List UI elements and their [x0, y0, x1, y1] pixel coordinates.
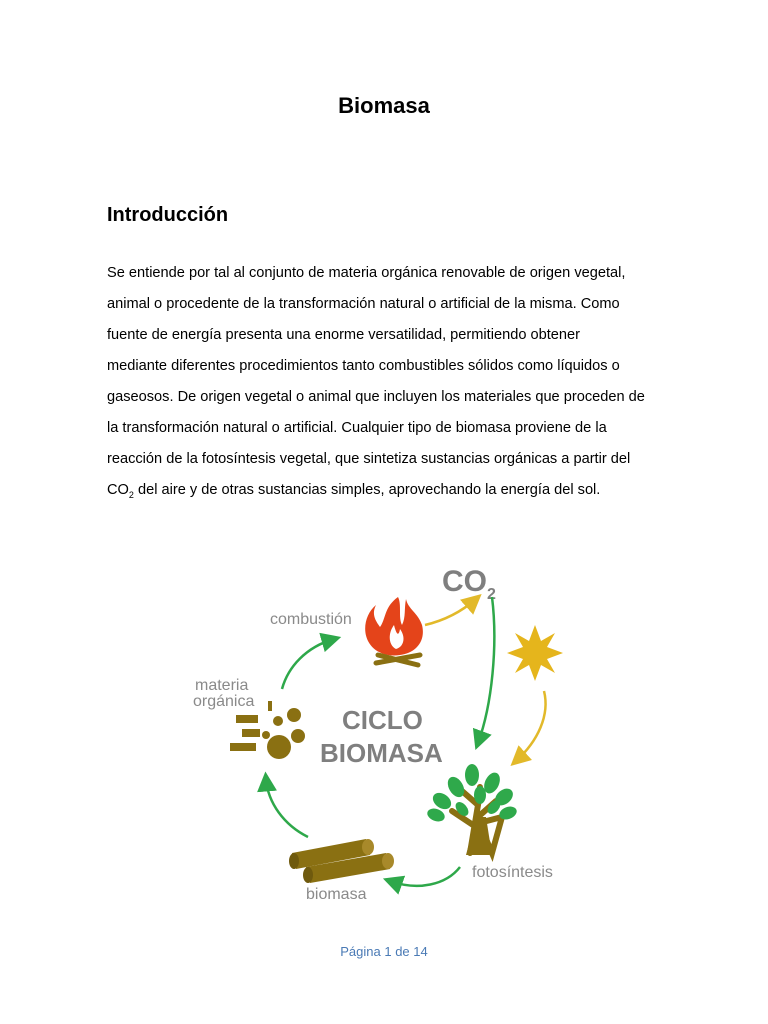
arrow-tree-to-biomass	[390, 867, 460, 886]
sun-icon	[507, 625, 563, 681]
combustion-label: combustión	[270, 611, 352, 628]
paragraph-line: reacción de la fotosíntesis vegetal, que sintetiza sustancias orgánicas a partir del	[107, 451, 631, 467]
section-heading: Introducción	[107, 204, 229, 226]
co2-label: $CO_2$	[442, 565, 496, 603]
fotosintesis-label: fotosíntesis	[472, 864, 553, 881]
paragraph-line: animal o procedente de la transformación natural o artificial de la misma. Como	[107, 296, 620, 312]
arrow-sun-to-tree	[516, 691, 546, 761]
arrow-co2-to-tree	[478, 597, 494, 743]
co2-text: CO	[107, 482, 129, 498]
fire-icon	[365, 597, 423, 665]
paragraph-line: Se entiende por tal al conjunto de materia orgánica renovable de origen vegetal,	[107, 265, 626, 281]
arrow-organic-to-fire	[282, 639, 334, 689]
cycle-title-line1: CICLO	[342, 705, 423, 735]
cycle-title-line2: BIOMASA	[320, 738, 443, 768]
paragraph-line: fuente de energía presenta una enorme versatilidad, permitiendo obtener	[107, 327, 580, 343]
paragraph-line: gaseosos. De origen vegetal o animal que incluyen los materiales que proceden de	[107, 389, 645, 405]
last-line-rest: del aire y de otras sustancias simples, aprovechando la energía del sol.	[133, 482, 601, 498]
intro-paragraph	[107, 258, 667, 511]
paragraph-line-last	[107, 475, 667, 511]
paragraph-line: mediante diferentes procedimientos tanto combustibles sólidos como líquidos o	[107, 358, 620, 374]
arrow-fire-to-co2	[425, 599, 476, 625]
paragraph-line: la transformación natural o artificial. Cualquier tipo de biomasa proviene de la	[107, 420, 607, 436]
biomass-cycle-diagram	[180, 555, 600, 915]
biomass-cycle-svg	[180, 555, 600, 915]
materia-label-line2: orgánica	[193, 693, 255, 710]
arrow-biomass-to-organic	[266, 779, 308, 837]
tree-icon	[425, 764, 518, 855]
biomasa-label: biomasa	[306, 886, 367, 903]
co2-subscript: 2	[128, 489, 134, 500]
page-footer: Página 1 de 14	[340, 944, 428, 959]
materia-label-line1: materia	[195, 677, 249, 694]
logs-icon	[289, 839, 394, 883]
document-title: Biomasa	[338, 93, 430, 118]
